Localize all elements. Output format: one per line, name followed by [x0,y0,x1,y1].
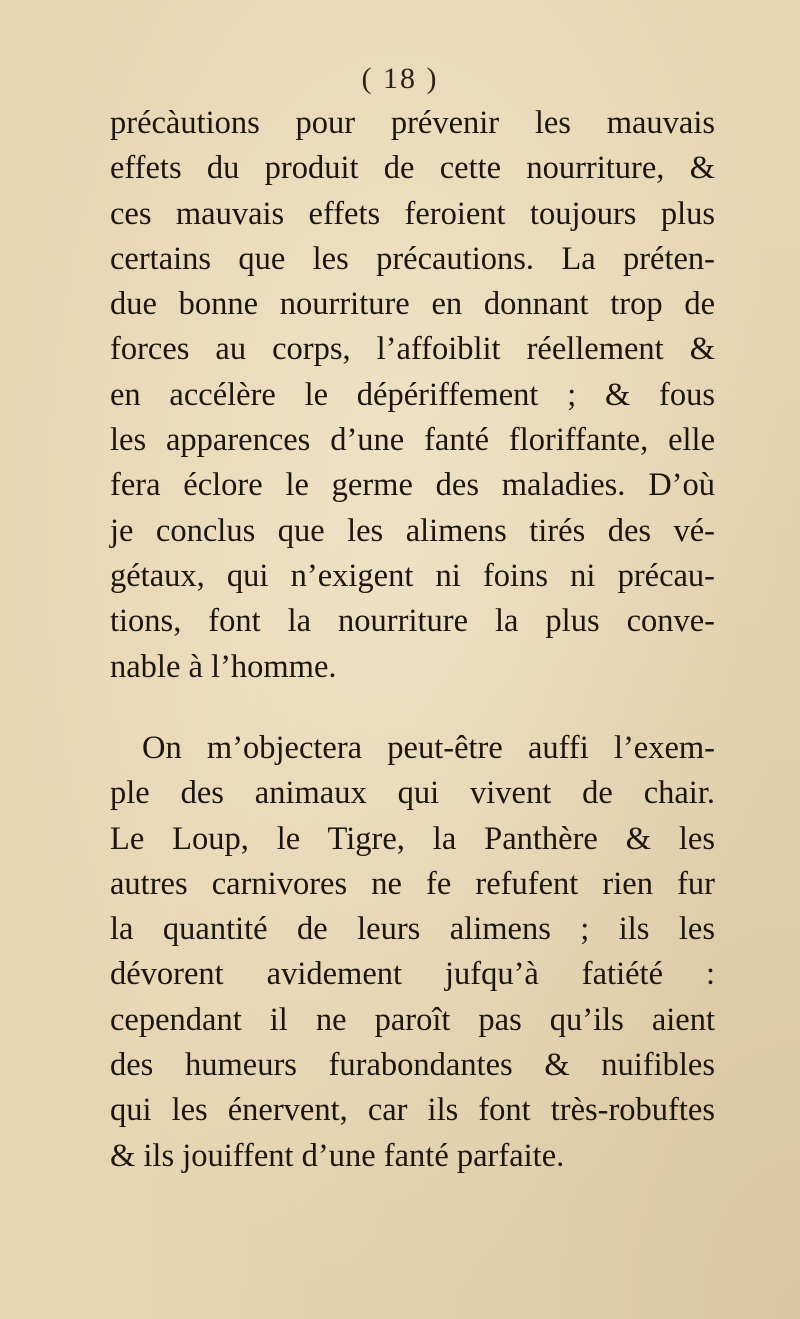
text-line: ple des animaux qui vivent de chair. [110,775,715,812]
paragraph-1 [110,101,715,690]
text-line: la quantité de leurs alimens ; ils les [110,911,715,948]
text-line: effets du produit de cette nourriture, & [110,150,715,187]
text-line: On m’objectera peut-être auffi l’exem- [142,730,715,766]
text-line: des humeurs furabondantes & nuifibles [110,1047,715,1084]
text-line: autres carnivores ne fe refufent rien fur [110,865,715,902]
paragraph-2 [110,726,715,1179]
text-line: Le Loup, le Tigre, la Panthère & les [110,820,715,857]
text-line: forces au corps, l’affoiblit réellement & [110,331,715,368]
text-line: gétaux, qui n’exigent ni foins ni précau- [110,557,715,594]
text-line: ces mauvais effets feroient toujours plus [110,195,715,232]
text-line: en accélère le dépériffement ; & fous [110,376,715,413]
text-line: certains que les précautions. La préten- [110,240,715,277]
text-line: & ils jouiffent d’une fanté parfaite. [110,1137,565,1174]
text-line: dévorent avidement jufqu’à fatiété : [110,956,715,993]
page-number: ( 18 ) [361,62,439,95]
text-line: due bonne nourriture en donnant trop de [110,286,715,323]
text-line: je conclus que les alimens tirés des vé- [110,512,715,549]
text-line: les apparences d’une fanté floriffante, elle [110,422,715,459]
text-line: précàutions pour prévenir les mauvais [110,105,715,141]
text-line: fera éclore le germe des maladies. D’où [110,467,715,504]
text-line: qui les énervent, car ils font très-robuftes [110,1092,715,1129]
text-line: tions, font la nourriture la plus conve- [110,603,715,640]
text-line: cependant il ne paroît pas qu’ils aient [110,1001,715,1038]
text-line: nable à l’homme. [110,648,337,685]
